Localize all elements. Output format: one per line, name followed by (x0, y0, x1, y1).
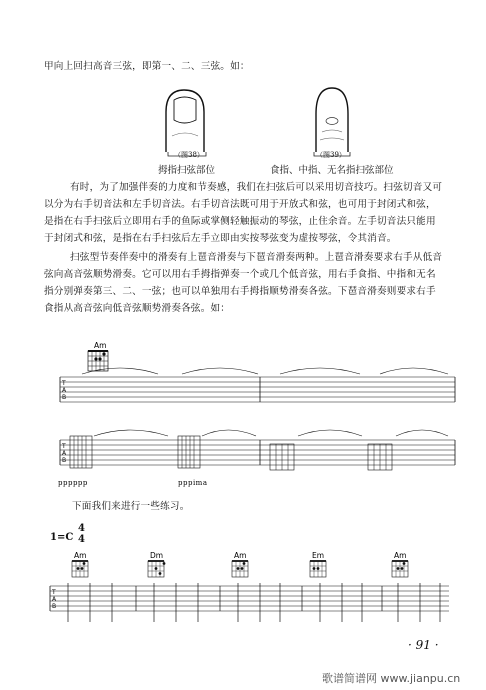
tab-letter-a: A (52, 596, 57, 603)
paragraph-2-line: 食指从高音弦向低音弦顺势滑奏各弦。如： (44, 303, 231, 314)
chord-name: Am (394, 551, 407, 560)
tab-letter-t: T (62, 380, 66, 387)
chord-name: Dm (150, 551, 164, 560)
thumb-illustration (166, 90, 206, 156)
chord-name: Am (234, 551, 247, 560)
key-signature: 1=C (50, 532, 74, 543)
tab-letter-b: B (62, 394, 67, 401)
intro-line: 甲向上回扫高音三弦，即第一、二、三弦。如： (44, 61, 250, 72)
fingering-pppppp: pppppp (58, 479, 88, 487)
finger-illustration (314, 88, 350, 156)
tab-letter-a: A (62, 387, 67, 394)
time-signature-bottom: 4 (78, 534, 85, 545)
chord-diagram-am (88, 351, 108, 371)
chord-diagram-am (392, 551, 408, 577)
fingering-pppima: pppima (178, 479, 208, 487)
figure-39-number: （图39） (316, 151, 346, 159)
chord-name-am: Am (94, 341, 107, 350)
tab-letter-b: B (52, 603, 57, 610)
figure-38-number: （图38） (174, 151, 204, 159)
chord-diagram-dm (148, 551, 165, 577)
example-1-score (50, 340, 460, 500)
paragraph-2-line: 指分别弹奏第三、二、一弦；也可以单独用右手拇指顺势滑奏各弦。下琶音滑奏则要求右手 (44, 286, 436, 297)
tab-letter-a: A (62, 450, 67, 457)
paragraph-1-line: 是指在右手扫弦后立即用右手的鱼际或掌侧轻触振动的琴弦，止住余音。左手切音法只能用 (44, 216, 436, 227)
tab-letter-b: B (62, 457, 67, 464)
figure-38-caption: 拇指扫弦部位 (158, 165, 216, 176)
tab-staff-top (60, 368, 455, 402)
example-2-score (44, 550, 454, 632)
paragraph-1-line: 有时，为了加强伴奏的力度和节奏感，我们在扫弦后可以采用切音技巧。扫弦切音又可 (70, 182, 443, 193)
tab-staff-practice (50, 583, 449, 622)
chord-name: Am (74, 551, 87, 560)
chord-diagram-am (232, 551, 248, 577)
chord-name: Em (312, 551, 325, 560)
watermark: 歌谱简谱网 www.jianpu.cn (322, 672, 461, 685)
paragraph-2-line: 扫弦型节奏伴奏中的滑奏有上琶音滑奏与下琶音滑奏两种。上琶音滑奏要求右手从低音 (70, 252, 443, 263)
time-signature (78, 523, 85, 545)
paragraph-1 (44, 179, 464, 247)
practice-intro: 下面我们来进行一些练习。 (72, 501, 190, 512)
tab-staff-bottom (60, 430, 455, 470)
chord-diagram-em (310, 551, 326, 577)
paragraph-1-line: 于封闭式和弦，是指在右手扫弦后左手立即由实按琴弦变为虚按琴弦，令其消音。 (44, 233, 397, 244)
chord-diagram-am (72, 551, 88, 577)
tab-letter-t: T (52, 589, 56, 596)
time-signature-top: 4 (78, 523, 85, 534)
paragraph-1-line: 以分为右手切音法和左手切音法。右手切音法既可用于开放式和弦，也可用于封闭式和弦， (44, 199, 436, 210)
paragraph-2 (44, 249, 464, 317)
page-number: · 91 · (408, 638, 439, 652)
figure-39-caption: 食指、中指、无名指扫弦部位 (270, 165, 394, 176)
paragraph-2-line: 弦向高音弦顺势滑奏。它可以用右手拇指弹奏一个或几个低音弦，用右手食指、中指和无名 (44, 269, 436, 280)
tab-letter-t: T (62, 443, 66, 450)
